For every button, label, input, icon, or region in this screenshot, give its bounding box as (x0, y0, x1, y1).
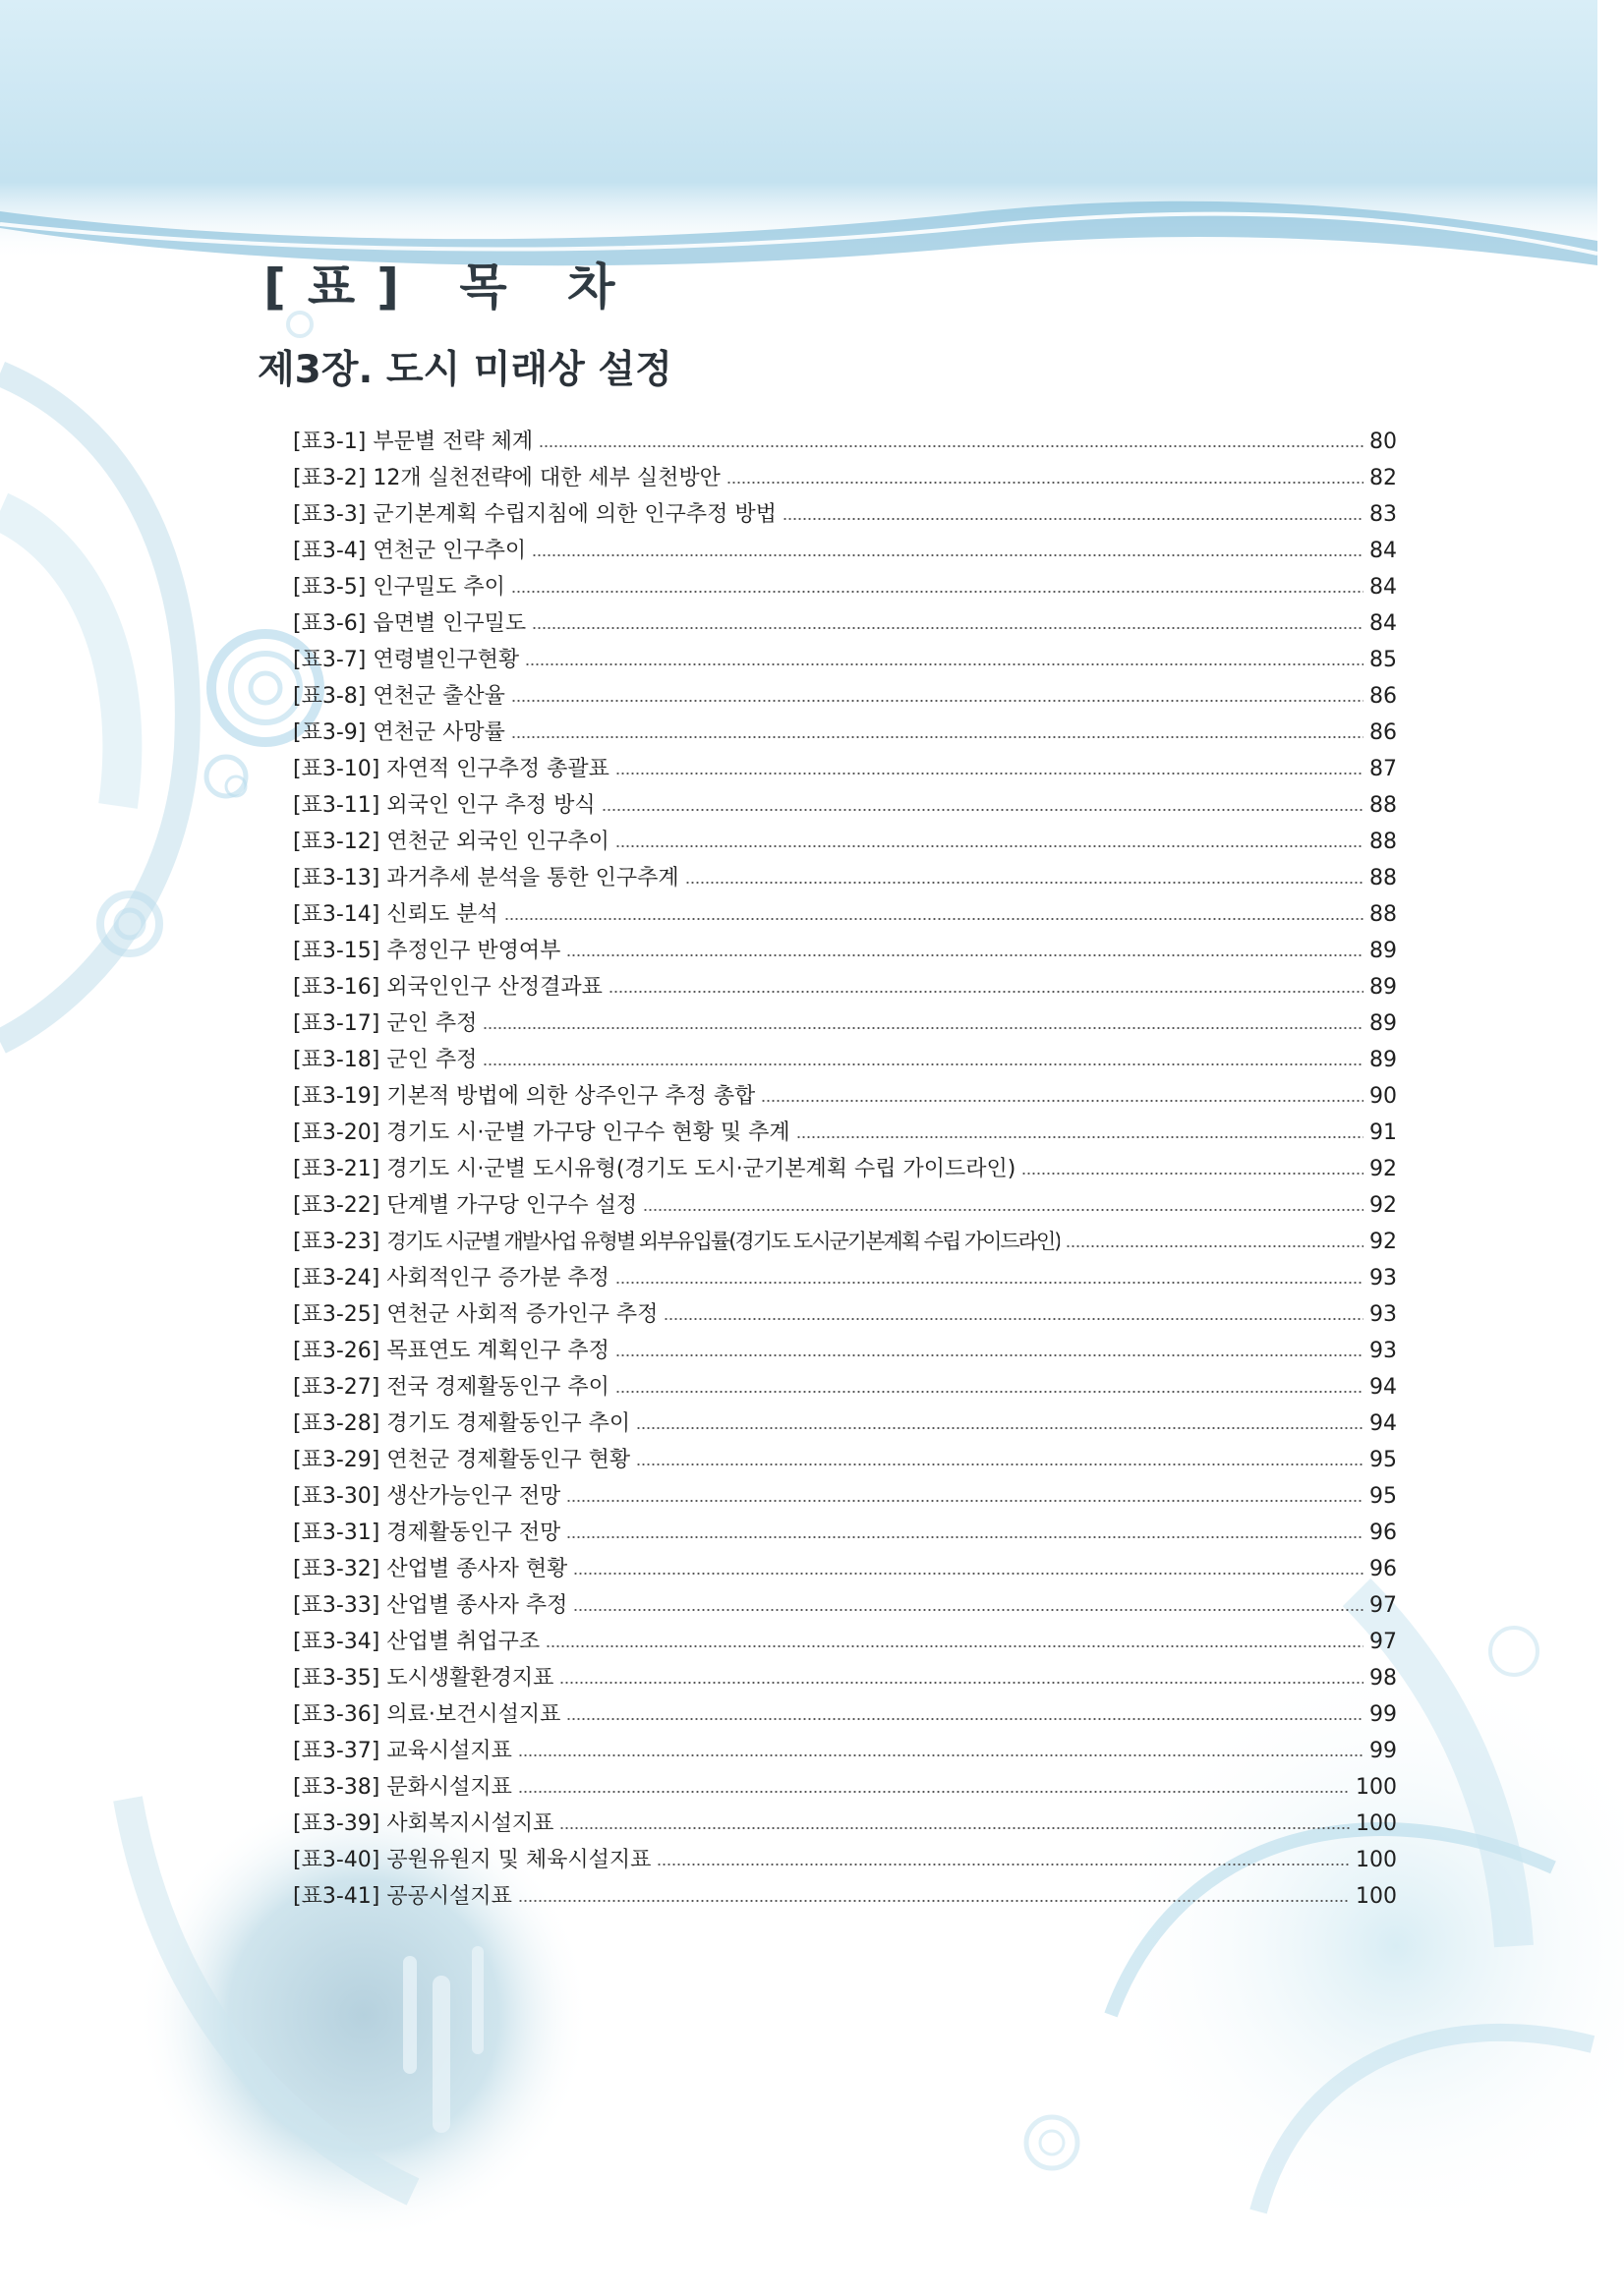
toc-entry[interactable] (293, 751, 1397, 787)
entry-title: 경제활동인구 전망 (386, 1521, 561, 1545)
entry-title: 자연적 인구추정 총괄표 (386, 757, 609, 781)
toc-entry[interactable] (293, 1442, 1397, 1478)
entry-page-number: 97 (1369, 1630, 1397, 1654)
entry-title: 경기도 시·군별 가구당 인구수 현황 및 추계 (386, 1120, 790, 1145)
dot-leader (609, 991, 1363, 993)
dot-leader (566, 954, 1363, 956)
toc-entry[interactable] (293, 678, 1397, 715)
entry-page-number: 93 (1369, 1302, 1397, 1327)
entry-title: 군인 추정 (386, 1011, 478, 1036)
entry-number: [표3-36] (293, 1702, 380, 1727)
entry-number: [표3-27] (293, 1375, 380, 1400)
entry-title: 연천군 사망률 (373, 720, 505, 745)
entry-page-number: 88 (1369, 830, 1397, 854)
entry-page-number: 96 (1369, 1557, 1397, 1581)
toc-entry[interactable] (293, 1005, 1397, 1042)
entry-number: [표3-40] (293, 1848, 380, 1872)
entry-title: 연천군 인구추이 (373, 539, 527, 563)
dot-leader (636, 1464, 1363, 1465)
toc-list (293, 424, 1397, 1915)
dot-leader (566, 1718, 1363, 1720)
entry-number: [표3-32] (293, 1557, 380, 1581)
entry-number: [표3-19] (293, 1084, 380, 1109)
entry-title: 신뢰도 분석 (386, 902, 498, 927)
page-title: [표] 목 차 (263, 258, 637, 316)
dot-leader (518, 1900, 1350, 1902)
entry-page-number: 93 (1369, 1266, 1397, 1291)
dot-leader (657, 1864, 1350, 1866)
entry-page-number: 100 (1356, 1848, 1397, 1872)
entry-title: 추정인구 반영여부 (386, 939, 561, 963)
dot-leader (518, 1754, 1363, 1756)
entry-title: 연천군 사회적 증가인구 추정 (386, 1302, 659, 1327)
toc-entry[interactable] (293, 533, 1397, 569)
entry-title: 전국 경제활동인구 추이 (386, 1375, 609, 1400)
entry-number: [표3-39] (293, 1811, 380, 1836)
toc-entry[interactable] (293, 496, 1397, 533)
entry-number: [표3-11] (293, 793, 380, 818)
dot-leader (546, 1645, 1363, 1647)
entry-number: [표3-5] (293, 575, 367, 600)
toc-entry[interactable] (293, 1296, 1397, 1333)
entry-number: [표3-16] (293, 975, 380, 1000)
dot-leader (566, 1536, 1363, 1538)
entry-title: 공공시설지표 (386, 1884, 512, 1909)
entry-number: [표3-1] (293, 430, 367, 454)
dot-leader (525, 663, 1363, 665)
entry-title: 생산가능인구 전망 (386, 1484, 561, 1509)
toc-entry[interactable] (293, 1369, 1397, 1406)
entry-number: [표3-13] (293, 866, 380, 890)
toc-entry[interactable] (293, 933, 1397, 969)
entry-title: 문화시설지표 (386, 1775, 512, 1800)
entry-page-number: 89 (1369, 939, 1397, 963)
entry-number: [표3-26] (293, 1339, 380, 1363)
entry-title: 부문별 전략 체계 (373, 430, 534, 454)
entry-number: [표3-12] (293, 830, 380, 854)
entry-number: [표3-29] (293, 1448, 380, 1472)
entry-title: 산업별 종사자 추정 (386, 1593, 568, 1618)
entry-number: [표3-7] (293, 648, 367, 672)
dot-leader (539, 445, 1363, 447)
entry-page-number: 89 (1369, 975, 1397, 1000)
entry-page-number: 95 (1369, 1448, 1397, 1472)
dot-leader (615, 1282, 1363, 1284)
dot-leader (483, 1027, 1363, 1029)
dot-leader (726, 482, 1363, 484)
entry-number: [표3-3] (293, 502, 367, 527)
entry-number: [표3-23] (293, 1230, 380, 1254)
dot-leader (518, 1791, 1350, 1793)
dot-leader (664, 1318, 1363, 1320)
dot-leader (566, 1500, 1363, 1502)
entry-title: 연천군 경제활동인구 현황 (386, 1448, 631, 1472)
entry-number: [표3-31] (293, 1521, 380, 1545)
dot-leader (615, 773, 1363, 775)
toc-entry[interactable] (293, 715, 1397, 751)
dot-leader (532, 554, 1363, 556)
entry-title: 산업별 종사자 현황 (386, 1557, 568, 1581)
entry-title: 연천군 출산율 (373, 684, 505, 709)
dot-leader (504, 918, 1363, 920)
entry-page-number: 96 (1369, 1521, 1397, 1545)
toc-entry[interactable] (293, 1151, 1397, 1187)
entry-page-number: 84 (1369, 611, 1397, 636)
entry-page-number: 83 (1369, 502, 1397, 527)
entry-title: 군인 추정 (386, 1048, 478, 1072)
entry-number: [표3-17] (293, 1011, 380, 1036)
dot-leader (483, 1063, 1363, 1065)
toc-entry[interactable] (293, 1406, 1397, 1442)
entry-title: 인구밀도 추이 (373, 575, 505, 600)
entry-page-number: 100 (1356, 1884, 1397, 1909)
entry-page-number: 84 (1369, 575, 1397, 600)
toc-entry[interactable] (293, 1515, 1397, 1551)
entry-page-number: 99 (1369, 1702, 1397, 1727)
dot-leader (573, 1609, 1363, 1611)
dot-leader (511, 700, 1363, 702)
toc-entry[interactable] (293, 896, 1397, 933)
dot-leader (643, 1209, 1363, 1211)
entry-page-number: 99 (1369, 1739, 1397, 1763)
toc-entry[interactable] (293, 1733, 1397, 1769)
entry-page-number: 89 (1369, 1011, 1397, 1036)
dot-leader (1066, 1245, 1363, 1247)
dot-leader (761, 1100, 1363, 1102)
entry-title: 산업별 취업구조 (386, 1630, 541, 1654)
entry-page-number: 88 (1369, 866, 1397, 890)
toc-entry[interactable] (293, 1769, 1397, 1806)
toc-entry[interactable] (293, 1224, 1397, 1260)
entry-number: [표3-35] (293, 1666, 380, 1691)
dot-leader (796, 1136, 1363, 1138)
entry-title: 기본적 방법에 의한 상주인구 추정 총합 (386, 1084, 756, 1109)
dot-leader (615, 1354, 1363, 1356)
entry-number: [표3-38] (293, 1775, 380, 1800)
toc-entry[interactable] (293, 1551, 1397, 1587)
toc-entry[interactable] (293, 1478, 1397, 1515)
entry-number: [표3-33] (293, 1593, 380, 1618)
dot-leader (559, 1827, 1350, 1829)
entry-number: [표3-15] (293, 939, 380, 963)
toc-entry[interactable] (293, 824, 1397, 860)
entry-page-number: 92 (1369, 1230, 1397, 1254)
toc-entry[interactable] (293, 1042, 1397, 1078)
entry-page-number: 91 (1369, 1120, 1397, 1145)
entry-page-number: 97 (1369, 1593, 1397, 1618)
entry-number: [표3-4] (293, 539, 367, 563)
entry-title: 과거추세 분석을 통한 인구추계 (386, 866, 679, 890)
entry-page-number: 87 (1369, 757, 1397, 781)
entry-page-number: 86 (1369, 684, 1397, 709)
dot-leader (573, 1573, 1363, 1575)
entry-number: [표3-2] (293, 466, 367, 490)
entry-title: 군기본계획 수립지침에 의한 인구추정 방법 (373, 502, 777, 527)
entry-page-number: 92 (1369, 1157, 1397, 1181)
entry-page-number: 93 (1369, 1339, 1397, 1363)
toc-entry[interactable] (293, 1260, 1397, 1296)
entry-number: [표3-41] (293, 1884, 380, 1909)
dot-leader (511, 736, 1363, 738)
entry-title: 목표연도 계획인구 추정 (386, 1339, 609, 1363)
entry-number: [표3-18] (293, 1048, 380, 1072)
entry-number: [표3-21] (293, 1157, 380, 1181)
toc-entry[interactable] (293, 569, 1397, 605)
entry-title: 도시생활환경지표 (386, 1666, 554, 1691)
entry-number: [표3-30] (293, 1484, 380, 1509)
dot-leader (615, 845, 1363, 847)
toc-entry[interactable] (293, 1624, 1397, 1660)
entry-page-number: 84 (1369, 539, 1397, 563)
entry-page-number: 92 (1369, 1193, 1397, 1218)
entry-number: [표3-28] (293, 1411, 380, 1436)
toc-entry[interactable] (293, 1333, 1397, 1369)
entry-number: [표3-20] (293, 1120, 380, 1145)
toc-entry[interactable] (293, 460, 1397, 496)
entry-title: 사회복지시설지표 (386, 1811, 554, 1836)
chapter-title: 제3장. 도시 미래상 설정 (258, 348, 672, 392)
toc-entry[interactable] (293, 1660, 1397, 1696)
entry-page-number: 80 (1369, 430, 1397, 454)
entry-page-number: 86 (1369, 720, 1397, 745)
entry-number: [표3-24] (293, 1266, 380, 1291)
entry-title: 12개 실천전략에 대한 세부 실천방안 (373, 466, 721, 490)
dot-leader (602, 809, 1363, 811)
entry-page-number: 94 (1369, 1411, 1397, 1436)
dot-leader (1021, 1173, 1363, 1175)
entry-page-number: 85 (1369, 648, 1397, 672)
entry-page-number: 88 (1369, 902, 1397, 927)
dot-leader (511, 591, 1363, 593)
entry-page-number: 82 (1369, 466, 1397, 490)
entry-number: [표3-25] (293, 1302, 380, 1327)
dot-leader (559, 1682, 1363, 1684)
toc-entry[interactable] (293, 1806, 1397, 1842)
entry-title: 외국인 인구 추정 방식 (386, 793, 596, 818)
entry-number: [표3-8] (293, 684, 367, 709)
dot-leader (532, 627, 1363, 629)
entry-number: [표3-14] (293, 902, 380, 927)
entry-title: 경기도 시·군별 도시유형(경기도 도시·군기본계획 수립 가이드라인) (386, 1157, 1016, 1181)
dot-leader (636, 1427, 1363, 1429)
entry-page-number: 100 (1356, 1811, 1397, 1836)
entry-title: 외국인인구 산정결과표 (386, 975, 603, 1000)
toc-entry[interactable] (293, 1878, 1397, 1915)
entry-title: 사회적인구 증가분 추정 (386, 1266, 609, 1291)
toc-entry[interactable] (293, 1587, 1397, 1624)
entry-number: [표3-34] (293, 1630, 380, 1654)
dot-leader (615, 1391, 1363, 1393)
entry-title: 연천군 외국인 인구추이 (386, 830, 609, 854)
toc-entry[interactable] (293, 424, 1397, 460)
entry-title: 공원유원지 및 체육시설지표 (386, 1848, 652, 1872)
entry-title: 교육시설지표 (386, 1739, 512, 1763)
toc-entry[interactable] (293, 642, 1397, 678)
entry-page-number: 95 (1369, 1484, 1397, 1509)
toc-entry[interactable] (293, 1078, 1397, 1115)
toc-entry[interactable] (293, 1842, 1397, 1878)
entry-page-number: 100 (1356, 1775, 1397, 1800)
entry-number: [표3-9] (293, 720, 367, 745)
toc-entry[interactable] (293, 787, 1397, 824)
entry-page-number: 98 (1369, 1666, 1397, 1691)
toc-entry[interactable] (293, 1187, 1397, 1224)
toc-entry[interactable] (293, 1696, 1397, 1733)
dot-leader (783, 518, 1363, 520)
dot-leader (685, 882, 1363, 884)
toc-entry[interactable] (293, 605, 1397, 642)
entry-title: 읍면별 인구밀도 (373, 611, 527, 636)
entry-number: [표3-37] (293, 1739, 380, 1763)
entry-title: 의료·보건시설지표 (386, 1702, 561, 1727)
entry-number: [표3-6] (293, 611, 367, 636)
toc-entry[interactable] (293, 969, 1397, 1005)
toc-entry[interactable] (293, 1115, 1397, 1151)
toc-entry[interactable] (293, 860, 1397, 896)
entry-title: 경기도 시군별 개발사업 유형별 외부유입률(경기도 도시군기본계획 수립 가이드라인) (386, 1230, 1061, 1253)
entry-number: [표3-10] (293, 757, 380, 781)
entry-page-number: 90 (1369, 1084, 1397, 1109)
entry-number: [표3-22] (293, 1193, 380, 1218)
entry-page-number: 89 (1369, 1048, 1397, 1072)
entry-page-number: 94 (1369, 1375, 1397, 1400)
entry-title: 단계별 가구당 인구수 설정 (386, 1193, 638, 1218)
entry-title: 연령별인구현황 (373, 648, 520, 672)
entry-page-number: 88 (1369, 793, 1397, 818)
entry-title: 경기도 경제활동인구 추이 (386, 1411, 631, 1436)
